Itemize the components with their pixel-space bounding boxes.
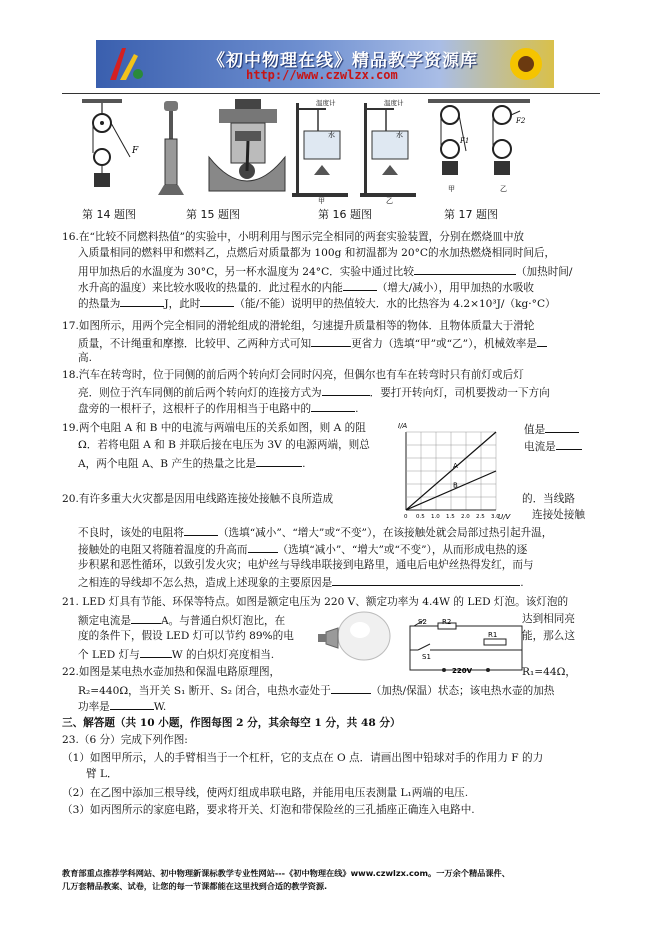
q21-l2b-text: A。与普通白炽灯泡比，在 xyxy=(160,615,286,627)
banner-title: 《初中物理在线》精品教学资源库 xyxy=(208,51,478,71)
q18-l2b-text: ．要打开转向灯，司机要拨动一下方向 xyxy=(369,387,550,399)
q20-blank-3[interactable] xyxy=(332,573,520,586)
q18-l3-text: 盘旁的一根杆子，这根杆子的作用相当于电路中的 xyxy=(78,403,312,415)
q17-line1: 17.如图所示，用两个完全相同的滑轮组成的滑轮组，匀速提升质量相等的物体．且物体质量大于滑轮 xyxy=(62,320,535,332)
graph-ylabel: I/A xyxy=(398,422,408,430)
figure-16-beakers xyxy=(288,95,424,205)
q17-blank-1[interactable] xyxy=(311,334,351,347)
x-tick-6: 3.0 xyxy=(491,514,500,520)
q19-l3-text: A，两个电阻 A、B 产生的热量之比是 xyxy=(78,458,257,470)
caption-fig14: 第 14 题图 xyxy=(82,208,136,221)
banner-url[interactable]: http://www.czwlzx.com xyxy=(246,68,398,82)
x-tick-2: 1.0 xyxy=(431,514,440,520)
q22-line1b: R₁=44Ω， xyxy=(522,666,576,678)
figure-14-pulley xyxy=(78,95,148,200)
q19-blank-2[interactable] xyxy=(556,437,582,450)
q18-l2-text: 亮．则位于汽车同侧的前后两个转向灯的连接方式为 xyxy=(78,387,322,399)
q20-l2-text: 不良时，该处的电阻将 xyxy=(78,527,184,539)
caption-fig17: 第 17 题图 xyxy=(444,208,498,221)
q19-l3b-text: . xyxy=(302,458,306,470)
q22-l2-text: R₂=440Ω，当开关 S₁ 断开、S₂ 闭合，电热水壶处于 xyxy=(78,685,331,697)
q23-line2: （1）如图甲所示，人的手臂相当于一个杠杆，它的支点在 O 点．请画出图中铅球对手的作用力 F 的力 xyxy=(62,752,544,764)
x-tick-5: 2.5 xyxy=(476,514,485,520)
q18-l3b-text: . xyxy=(355,403,359,415)
fig17-label-a: 甲 xyxy=(448,185,455,193)
q19-l2b-text: 电流是 xyxy=(524,441,556,453)
q21-line1: 21. LED 灯具有节能、环保等特点。如图是额定电压为 220 V、额定功率为 4.4W 的 LED 灯泡。该灯泡的 xyxy=(62,596,569,608)
sunflower-icon xyxy=(506,44,546,84)
footer-line1: 教育部重点推荐学科网站、初中物理新课标教学专业性网站---《初中物理在线》www.czwlzx.com。一万余个精品课件、 xyxy=(62,868,510,878)
q20-l5b-text: . xyxy=(520,577,524,589)
graph-xlabel: U/V xyxy=(498,513,511,521)
q20-line5 xyxy=(78,573,524,591)
circuit-r1: R1 xyxy=(488,631,498,639)
q20-blank-1[interactable] xyxy=(184,523,218,536)
q23-line4: （2）在乙图中添加三根导线，使两灯组成串联电路，并能用电压表测量 L₁两端的电压. xyxy=(62,787,469,799)
q18-blank-2[interactable] xyxy=(311,399,355,412)
q22-circuit-diagram xyxy=(404,616,528,676)
q20-line2 xyxy=(78,523,552,541)
q20-l3-text: 接触处的电阻又将随着温度的升高而 xyxy=(78,544,248,556)
caption-fig15: 第 15 题图 xyxy=(186,208,240,221)
fig17-f1-label: F1 xyxy=(460,137,470,145)
q17-blank-2[interactable] xyxy=(537,334,547,347)
circuit-r2: R2 xyxy=(442,618,452,626)
q21-blank-2[interactable] xyxy=(140,645,172,658)
section3-title: 三、解答题（共 10 小题，作图每图 2 分，其余每空 1 分，共 48 分） xyxy=(62,717,401,729)
q20-line1: 20.有许多重大火灾都是因用电线路连接处接触不良所造成 xyxy=(62,493,334,505)
q16-l5-text: 的热量为 xyxy=(78,298,121,310)
q22-line3 xyxy=(78,697,166,715)
circuit-s1: S1 xyxy=(422,653,431,661)
graph-ticks xyxy=(404,514,500,520)
q21-line2 xyxy=(78,611,285,629)
q18-blank-1[interactable] xyxy=(322,383,370,396)
fig16-label-b: 乙 xyxy=(386,197,393,205)
q21-line3b: 能，那么这 xyxy=(522,630,575,642)
fig14-force-label: F xyxy=(132,146,139,156)
footer-line2: 几万套精品教案、试卷，让您的每一节课都能在这里找到合适的教学资源. xyxy=(62,881,328,891)
q17-l2b-text: 更省力（选填“甲”或“乙”），机械效率是 xyxy=(351,338,537,350)
q20-line4: 步积累和恶性循环，以致引发火灾；电炉丝与导线串联接到电路里，通电后电炉丝热得发红，而与 xyxy=(78,559,534,571)
fig16-label-a: 甲 xyxy=(318,197,325,205)
q19-line2b xyxy=(524,437,582,455)
x-tick-4: 2.0 xyxy=(461,514,470,520)
fig16-water-label-a: 水 xyxy=(328,131,335,139)
q23-line5: （3）如丙图所示的家庭电路，要求将开关、灯泡和带保险丝的三孔插座正确连入电路中. xyxy=(62,804,475,816)
q23-line3: 臂 L． xyxy=(86,768,118,780)
q16-l5b-text: J，此时 xyxy=(164,298,201,310)
q21-l4-text: 个 LED 灯与 xyxy=(78,649,140,661)
q16-blank-2[interactable] xyxy=(343,278,377,291)
q20-l3b-text: （选填“减小”、“增大”或“不变”），从而形成电热的逐 xyxy=(277,544,528,556)
q21-line2c: 达到相同亮 xyxy=(522,613,575,625)
series-label-B: B xyxy=(453,481,458,490)
circuit-s2: S2 xyxy=(418,618,427,626)
q19-line3 xyxy=(78,454,306,472)
header-rule xyxy=(62,93,600,94)
q19-blank-3[interactable] xyxy=(256,454,302,467)
q18-line1: 18.汽车在转弯时，位于同侧的前后两个转向灯会同时闪亮，但偶尔也有车在转弯时只有前灯或后灯 xyxy=(62,369,524,381)
q23-line1: 23.（6 分）完成下列作图: xyxy=(62,734,188,746)
q22-l2b-text: （加热/保温）状态；该电热水壶的加热 xyxy=(370,685,555,697)
q21-line4 xyxy=(78,645,274,663)
fig17-f2-label: F2 xyxy=(516,117,526,125)
q17-l2-text: 质量，不计绳重和摩擦．比较甲、乙两种方式可知 xyxy=(78,338,312,350)
x-tick-3: 1.5 xyxy=(446,514,455,520)
q16-l5c-text: （能/不能）说明甲的热值较大．水的比热容为 4.2×10³J/（kg·°C） xyxy=(234,298,556,310)
q17-line3: 高. xyxy=(78,352,92,364)
q20-line1b: 的．当线路 xyxy=(522,493,575,505)
x-tick-1: 0.5 xyxy=(416,514,425,520)
q16-line2: 入质量相同的燃料甲和燃料乙，点燃后对质量都为 100g 和初温都为 20°C的水加热燃烧相同时间后， xyxy=(78,247,556,259)
q19-line2: Ω．若将电阻 A 和 B 并联后接在电压为 3V 的电源两端，则总 xyxy=(78,439,370,451)
q21-l2-text: 额定电流是 xyxy=(78,615,131,627)
iu-graph xyxy=(392,418,518,524)
q21-blank-1[interactable] xyxy=(131,611,161,624)
q20-line3 xyxy=(78,540,527,558)
q16-blank-4[interactable] xyxy=(200,294,234,307)
q18-line3 xyxy=(78,399,358,417)
q22-l3b-text: W. xyxy=(153,701,167,713)
q21-l4b-text: W 的白炽灯亮度相当. xyxy=(171,649,275,661)
q22-l3-text: 功率是 xyxy=(78,701,110,713)
circuit-voltage: 220V xyxy=(452,667,473,675)
fig16-thermometer-label-b: 温度计 xyxy=(384,99,404,107)
q20-line1c: 连接处接触 xyxy=(532,509,585,521)
site-logo-icon xyxy=(104,44,146,84)
fig17-label-b: 乙 xyxy=(500,185,507,193)
q20-blank-2[interactable] xyxy=(248,540,278,553)
q22-blank-2[interactable] xyxy=(110,697,154,710)
q16-blank-1[interactable] xyxy=(414,262,516,275)
q22-line1: 22.如图是某电热水壶加热和保温电路原理图， xyxy=(62,666,281,678)
q16-l3b-text: （加热时间/ xyxy=(515,266,573,278)
q16-l4b-text: （增大/减小），用甲加热的水吸收 xyxy=(376,282,535,294)
q16-line5 xyxy=(78,294,556,312)
q21-line3: 度的条件下，假设 LED 灯可以节约 89%的电 xyxy=(78,630,294,642)
q19-blank-1[interactable] xyxy=(545,420,579,433)
q22-blank-1[interactable] xyxy=(331,681,371,694)
q19-line1b xyxy=(524,420,579,438)
q16-blank-3[interactable] xyxy=(120,294,164,307)
q20-l5-text: 之相连的导线却不怎么热，造成上述现象的主要原因是 xyxy=(78,577,333,589)
site-banner xyxy=(96,40,554,88)
q16-l3-text: 用甲加热后的水温度为 30°C，另一杯水温度为 24°C．实验中通过比较 xyxy=(78,266,414,278)
led-bulb-icon xyxy=(316,608,396,668)
q19-line1: 19.两个电阻 A 和 B 中的电流与两端电压的关系如图，则 A 的阻 xyxy=(62,422,366,434)
series-label-A: A xyxy=(453,462,458,470)
figure-17-pulleys xyxy=(424,95,534,200)
q19-l1b-text: 值是 xyxy=(524,424,546,436)
figure-15-engine xyxy=(205,95,290,200)
q16-l4-text: 水升高的温度）来比较水吸收的热量的．此过程水的内能 xyxy=(78,282,343,294)
caption-fig16: 第 16 题图 xyxy=(318,208,372,221)
fig16-thermometer-label-a: 温度计 xyxy=(316,99,336,107)
figure-15-pump xyxy=(150,95,196,200)
q17-line2 xyxy=(78,334,547,352)
x-tick-0: 0 xyxy=(404,514,408,520)
q16-line1: 16.在“比较不同燃料热值”的实验中，小明利用与图示完全相同的两套实验装置，分别在燃烧皿中放 xyxy=(62,231,525,243)
q20-l2b-text: （选填“减小”、“增大”或“不变”），在该接触处就会局部过热引起升温， xyxy=(217,527,553,539)
fig16-water-label-b: 水 xyxy=(396,131,403,139)
